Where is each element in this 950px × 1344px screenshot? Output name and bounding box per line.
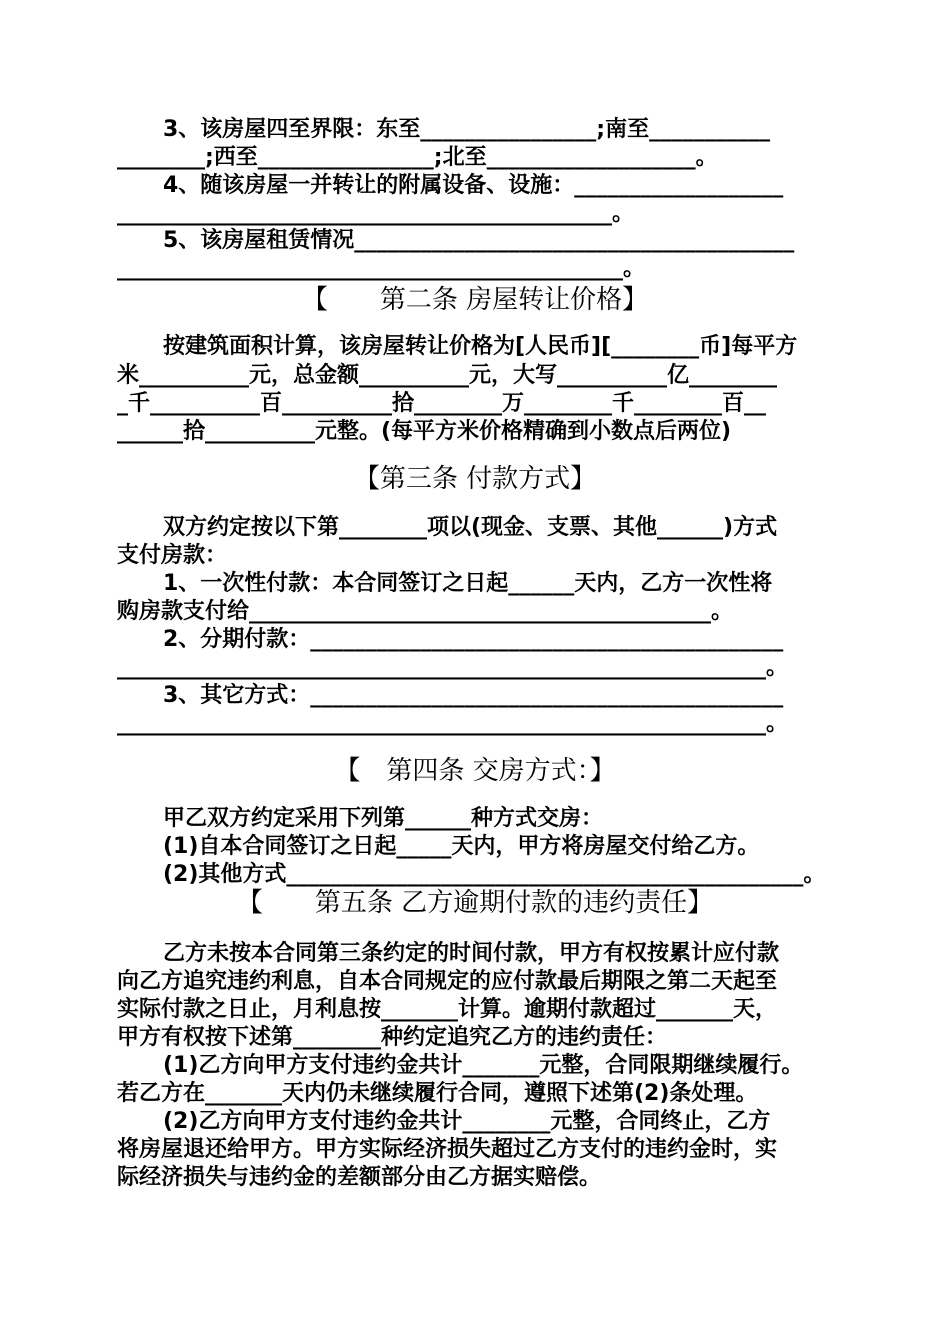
price-line-2: 米__________元，总金额__________元，大写__________亿________ [117,363,778,388]
default-line-7: (2)乙方向甲方支付违约金共计________元整，合同终止，乙方 [163,1109,771,1134]
price-line-4: ______拾__________元整。(每平方米价格精确到小数点后两位) [117,419,732,444]
installment-line-1: 2、分期付款：___________________________________________ [163,627,784,652]
delivery-line-1: 甲乙双方约定采用下列第______种方式交房： [163,806,604,831]
price-line-3: _千__________百__________拾________万________千________百__ [117,391,767,416]
article-3-heading: 【第三条 付款方式】 [353,464,597,494]
delivery-line-3: (2)其他方式_______________________________________________。 [163,862,826,887]
other-payment-line-2: ___________________________________________________________。 [117,711,789,736]
default-line-5: (1)乙方向甲方支付违约金共计_______元整，合同限期继续履行。 [163,1053,804,1078]
attached-facilities-line-2: _____________________________________________。 [117,201,635,226]
lease-status-line-1: 5、该房屋租赁情况________________________________________ [163,228,795,253]
installment-line-2: ___________________________________________________________。 [117,655,789,680]
article-4-heading: 【 第四条 交房方式：】 [334,756,616,786]
lump-sum-line-2: 购房款支付给__________________________________________。 [117,599,734,624]
default-line-3: 实际付款之日止，月利息按_______计算。逾期付款超过_______天， [117,997,778,1022]
delivery-line-2: (1)自本合同签订之日起_____天内，甲方将房屋交付给乙方。 [163,834,760,859]
attached-facilities-line-1: 4、随该房屋一并转让的附属设备、设施：___________________ [163,173,784,198]
default-line-4: 甲方有权按下述第________种约定追究乙方的违约责任： [117,1025,668,1050]
payment-line-2: 支付房款： [117,543,228,568]
default-line-6: 若乙方在_______天内仍未继续履行合同，遵照下述第(2)条处理。 [117,1081,758,1106]
article-2-heading: 【 第二条 房屋转让价格】 [301,285,649,315]
boundary-line-2: ________;西至________________;北至___________________。 [117,145,718,170]
other-payment-line-1: 3、其它方式：___________________________________________ [163,683,784,708]
boundary-line-1: 3、该房屋四至界限：东至________________;南至___________ [163,117,771,142]
price-line-1: 按建筑面积计算，该房屋转让价格为[人民币][________币]每平方 [163,334,798,359]
payment-line-1: 双方约定按以下第________项以(现金、支票、其他______)方式 [163,515,778,540]
default-line-1: 乙方未按本合同第三条约定的时间付款，甲方有权按累计应付款 [163,941,780,966]
article-5-heading: 【 第五条 乙方逾期付款的违约责任】 [236,888,714,918]
lease-status-line-2: ______________________________________________。 [117,256,646,281]
lump-sum-line-1: 1、一次性付款：本合同签订之日起______天内，乙方一次性将 [163,571,773,596]
default-line-9: 际经济损失与违约金的差额部分由乙方据实赔偿。 [117,1165,602,1190]
default-line-8: 将房屋退还给甲方。甲方实际经济损失超过乙方支付的违约金时，实 [117,1137,778,1162]
default-line-2: 向乙方追究违约利息，自本合同规定的应付款最后期限之第二天起至 [117,969,778,994]
